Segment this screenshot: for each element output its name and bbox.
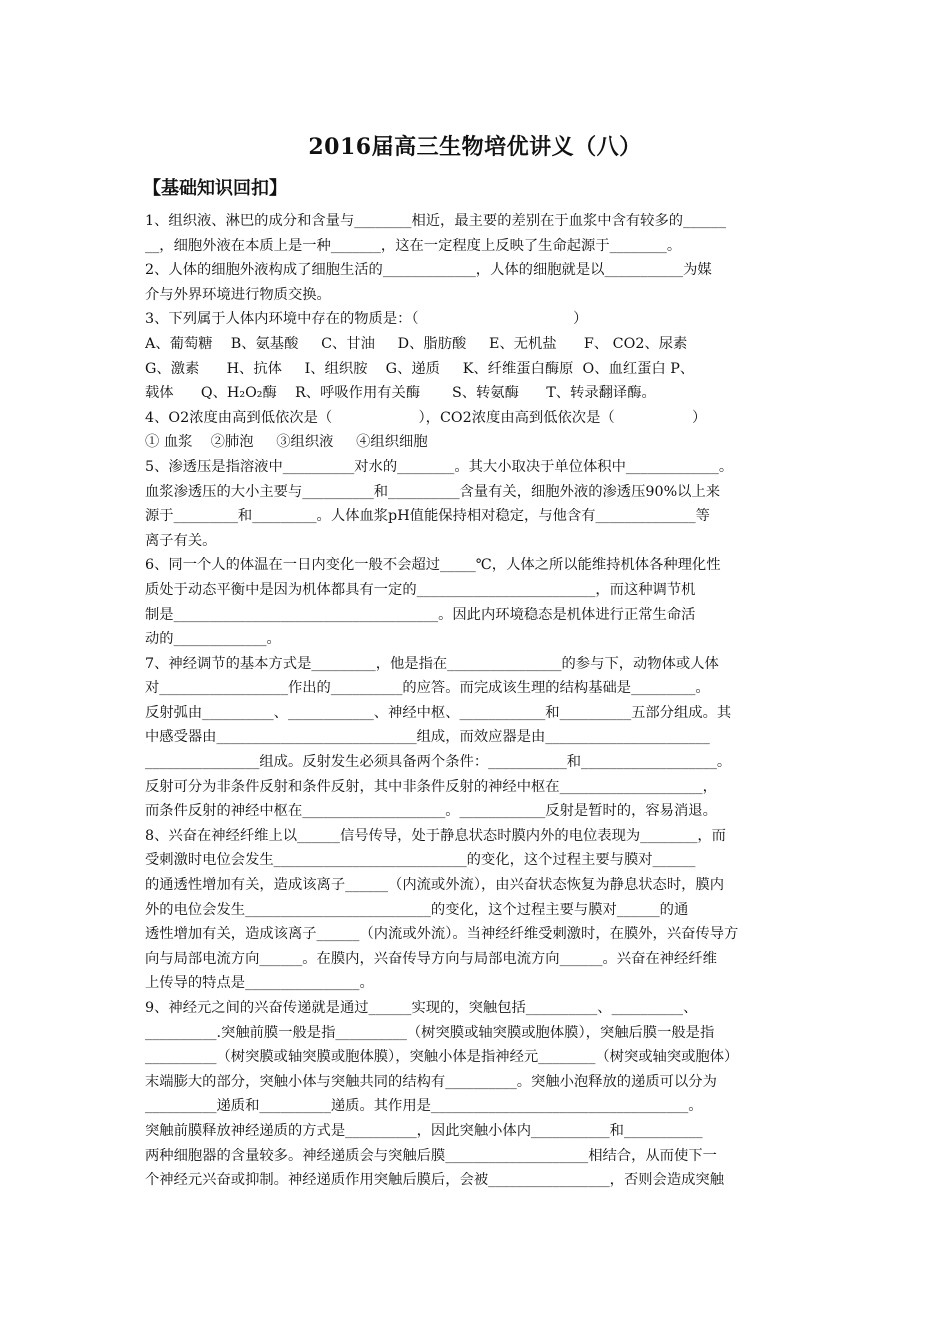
text-line: 离子有关。 <box>145 532 217 549</box>
text-line: 介与外界环境进行物质交换。 <box>145 286 331 303</box>
text-line: 向与局部电流方向______。在膜内，兴奋传导方向与局部电流方向______。兴奋在神经纤维 <box>145 950 717 967</box>
text-line: 源于_________和_________。人体血浆pH值能保持相对稳定，与他含有______________等 <box>145 508 710 525</box>
text-line: 6、同一个人的体温在一日内变化一般不会超过_____℃，人体之所以能维持机体各种理化性 <box>145 557 721 574</box>
text-line: 反射弧由__________、____________、神经中枢、____________和__________五部分组成。其 <box>145 704 732 721</box>
text-line: 2、人体的细胞外液构成了细胞生活的_____________，人体的细胞就是以___________为媒 <box>145 262 712 279</box>
text-line: __________.突触前膜一般是指__________（树突膜或轴突膜或胞体膜），突触后膜一般是指 <box>145 1024 715 1041</box>
text-line: __，细胞外液在本质上是一种_______，这在一定程度上反映了生命起源于________。 <box>145 237 682 254</box>
text-line: ________________组成。反射发生必须具备两个条件：___________和___________________。 <box>145 754 732 771</box>
text-line: 质处于动态平衡中是因为机体都具有一定的_________________________，而这种调节机 <box>145 581 696 598</box>
text-line: G、激素 H、抗体 I、组织胺 G、递质 K、纤维蛋白酶原 O、血红蛋白 P、 <box>145 360 695 377</box>
text-line: 载体 Q、H₂O₂酶 R、呼吸作用有关酶 S、转氨酶 T、转录翻译酶。 <box>145 385 656 402</box>
text-line: 5、渗透压是指溶液中__________对水的________。其大小取决于单位体积中_____________。 <box>145 458 734 475</box>
text-line: 1、组织液、淋巴的成分和含量与________相近，最主要的差别在于血浆中含有较多的______ <box>145 213 726 229</box>
text-line: 9、神经元之间的兴奋传递就是通过______实现的，突触包括__________、__________、 <box>145 1000 698 1016</box>
text-line: 的通透性增加有关，造成该离子______（内流或外流），由兴奋状态恢复为静息状态时，膜内 <box>145 877 725 894</box>
text-line: 对__________________作出的__________的应答。而完成该生理的结构基础是_________。 <box>145 680 710 697</box>
text-line: 突触前膜释放神经递质的方式是__________，因此突触小体内___________和___________ <box>145 1122 703 1139</box>
text-line: 受刺激时电位会发生___________________________的变化，这个过程主要与膜对______ <box>145 852 696 869</box>
document-body <box>145 209 810 1193</box>
text-line: 两种细胞器的含量较多。神经递质会与突触后膜____________________相结合，从而使下一 <box>145 1147 717 1164</box>
text-line: 个神经元兴奋或抑制。神经递质作用突触后膜后，会被_________________，否则会造成突触 <box>145 1172 725 1189</box>
text-line: 8、兴奋在神经纤维上以______信号传导，处于静息状态时膜内外的电位表现为________，而 <box>145 827 726 844</box>
text-line: 动的_____________。 <box>145 631 281 648</box>
document-title: 2016届高三生物培优讲义（八） <box>308 134 642 160</box>
text-line: 透性增加有关，造成该离子______（内流或外流）。当神经纤维受刺激时，在膜外，兴奋传导方 <box>145 926 739 943</box>
text-line: 中感受器由____________________________组成，而效应器是由_______________________ <box>145 729 710 746</box>
text-line: 制是_____________________________________。因此内环境稳态是机体进行正常生命活 <box>145 606 696 623</box>
text-line: __________递质和__________递质。其作用是____________________________________。 <box>145 1098 703 1115</box>
text-line: 3、下列属于人体内环境中存在的物质是：（ ） <box>145 311 588 328</box>
text-line: ① 血浆 ②肺泡 ③组织液 ④组织细胞 <box>145 434 428 451</box>
text-line: 而条件反射的神经中枢在____________________。____________反射是暂时的，容易消退。 <box>145 803 717 820</box>
text-line: 4、O2浓度由高到低依次是（ ），CO2浓度由高到低依次是（ ） <box>145 409 707 426</box>
text-line: 反射可分为非条件反射和条件反射，其中非条件反射的神经中枢在____________________， <box>145 778 717 795</box>
text-line: A、葡萄糖 B、氨基酸 C、甘油 D、脂肪酸 E、无机盐 F、 CO2、尿素 <box>145 335 688 352</box>
text-line: 血浆渗透压的大小主要与__________和__________含量有关，细胞外液的渗透压90%以上来 <box>145 483 721 500</box>
section-heading: 【基础知识回扣】 <box>143 178 287 199</box>
text-line: 7、神经调节的基本方式是_________，他是指在________________的参与下，动物体或人体 <box>145 655 719 672</box>
text-line: __________（树突膜或轴突膜或胞体膜），突触小体是指神经元________（树突或轴突或胞体） <box>145 1049 739 1066</box>
text-line: 外的电位会发生__________________________的变化，这个过程主要与膜对______的通 <box>145 901 689 918</box>
text-line: 上传导的特点是________________。 <box>145 975 374 992</box>
text-line: 末端膨大的部分，突触小体与突触共同的结构有__________。突触小泡释放的递质可以分为 <box>145 1073 717 1090</box>
